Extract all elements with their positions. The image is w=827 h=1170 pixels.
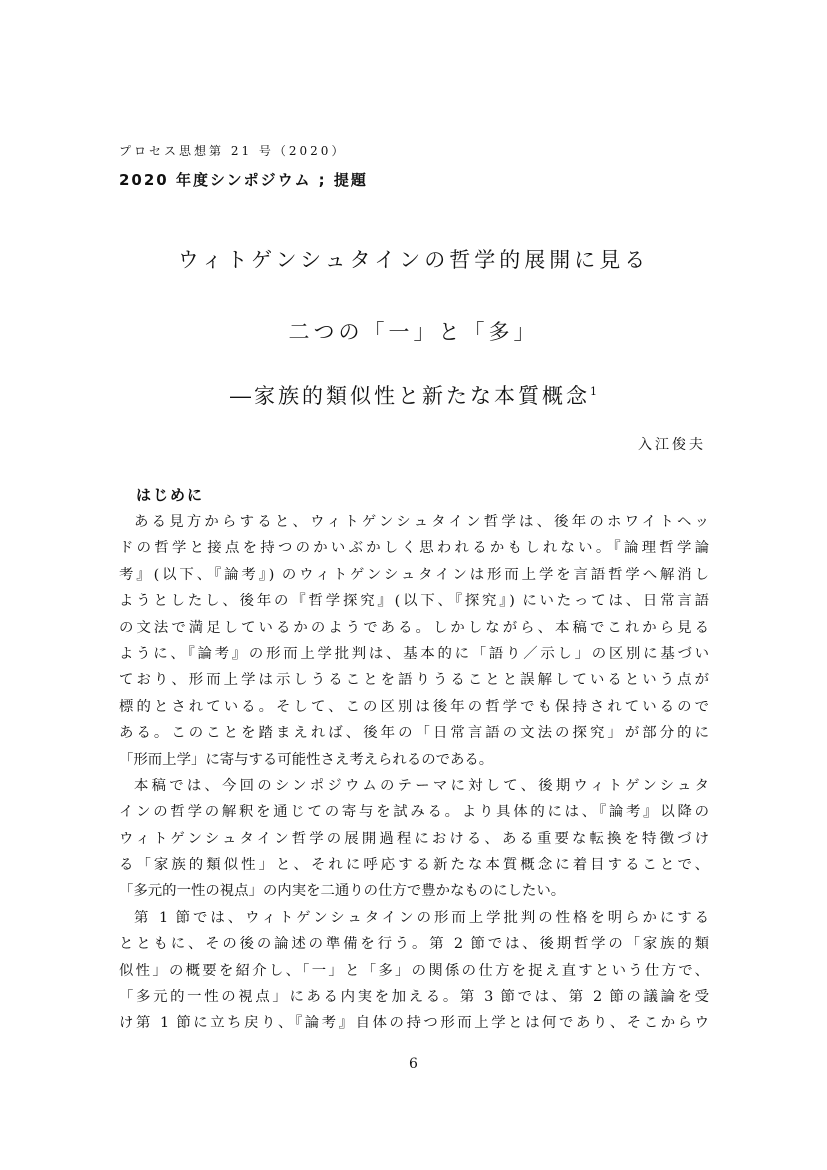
author-name: 入江俊夫 xyxy=(638,437,706,453)
body-line: 標的とされている。そして、この区別は後年の哲学でも保持されているので xyxy=(119,698,709,715)
body-text xyxy=(119,509,709,1037)
title-line-1: ウィトゲンシュタインの哲学的展開に見る xyxy=(177,248,650,272)
body-line: 「多元的一性の視点」にある内実を加える。第 3 節では、第 2 節の議論を受 xyxy=(119,989,709,1006)
body-line: ある。このことを踏まえれば、後年の「日常言語の文法の探究」が部分的に xyxy=(119,725,709,742)
body-line: とともに、その後の論述の準備を行う。第 2 節では、後期哲学の「家族的類 xyxy=(119,936,709,953)
body-line: 本稿では、今回のシンポジウムのテーマに対して、後期ウィトゲンシュタ xyxy=(134,777,709,794)
body-line: インの哲学の解釈を通じての寄与を試みる。より具体的には、『論考』以降の xyxy=(119,804,709,821)
subtitle-text: ―家族的類似性と新たな本質概念 xyxy=(230,384,590,408)
body-line: 考』(以下、『論考』) のウィトゲンシュタインは形而上学を言語哲学へ解消し xyxy=(119,566,709,583)
body-line: ウィトゲンシュタイン哲学の展開過程における、ある重要な転換を特徴づけ xyxy=(119,830,709,847)
body-line: け第 1 節に立ち戻り、『論考』自体の持つ形而上学とは何であり、そこからウ xyxy=(119,1015,709,1032)
page-number: 6 xyxy=(409,1056,418,1072)
body-line: ようとしたし、後年の『哲学探究』(以下、『探究』) にいたっては、日常言語 xyxy=(119,593,709,610)
section-label: 2020 年度シンポジウム ; 提題 xyxy=(119,171,368,189)
body-line: る「家族的類似性」と、それに呼応する新たな本質概念に着目することで、 xyxy=(119,857,709,874)
body-line: 「形而上学」に寄与する可能性さえ考えられるのである。 xyxy=(119,751,494,768)
journal-info: プロセス思想第 21 号（2020） xyxy=(119,144,347,158)
body-line: ように、『論考』の形而上学批判は、基本的に「語り／示し」の区別に基づい xyxy=(119,645,709,662)
body-line: ており、形而上学は示しうることを語りうることと誤解しているという点が xyxy=(119,672,709,689)
subtitle xyxy=(0,380,827,410)
body-line: 第 1 節では、ウィトゲンシュタインの形而上学批判の性格を明らかにする xyxy=(134,909,709,926)
body-line: 似性」の概要を紹介し、「一」と「多」の関係の仕方を捉え直すという仕方で、 xyxy=(119,962,709,979)
body-line: ある見方からすると、ウィトゲンシュタイン哲学は、後年のホワイトヘッ xyxy=(134,514,709,530)
title-line-2: 二つの「一」と「多」 xyxy=(288,320,539,344)
section-heading: はじめに xyxy=(136,486,205,504)
footnote-mark: 1 xyxy=(590,385,597,398)
body-line: の文法で満足しているかのようである。しかしながら、本稿でこれから見る xyxy=(119,619,709,636)
body-line: 「多元的一性の視点」の内実を二通りの仕方で豊かなものにしたい。 xyxy=(119,883,566,900)
body-line: ドの哲学と接点を持つのかいぶかしく思われるかもしれない。『論理哲学論 xyxy=(119,540,709,557)
